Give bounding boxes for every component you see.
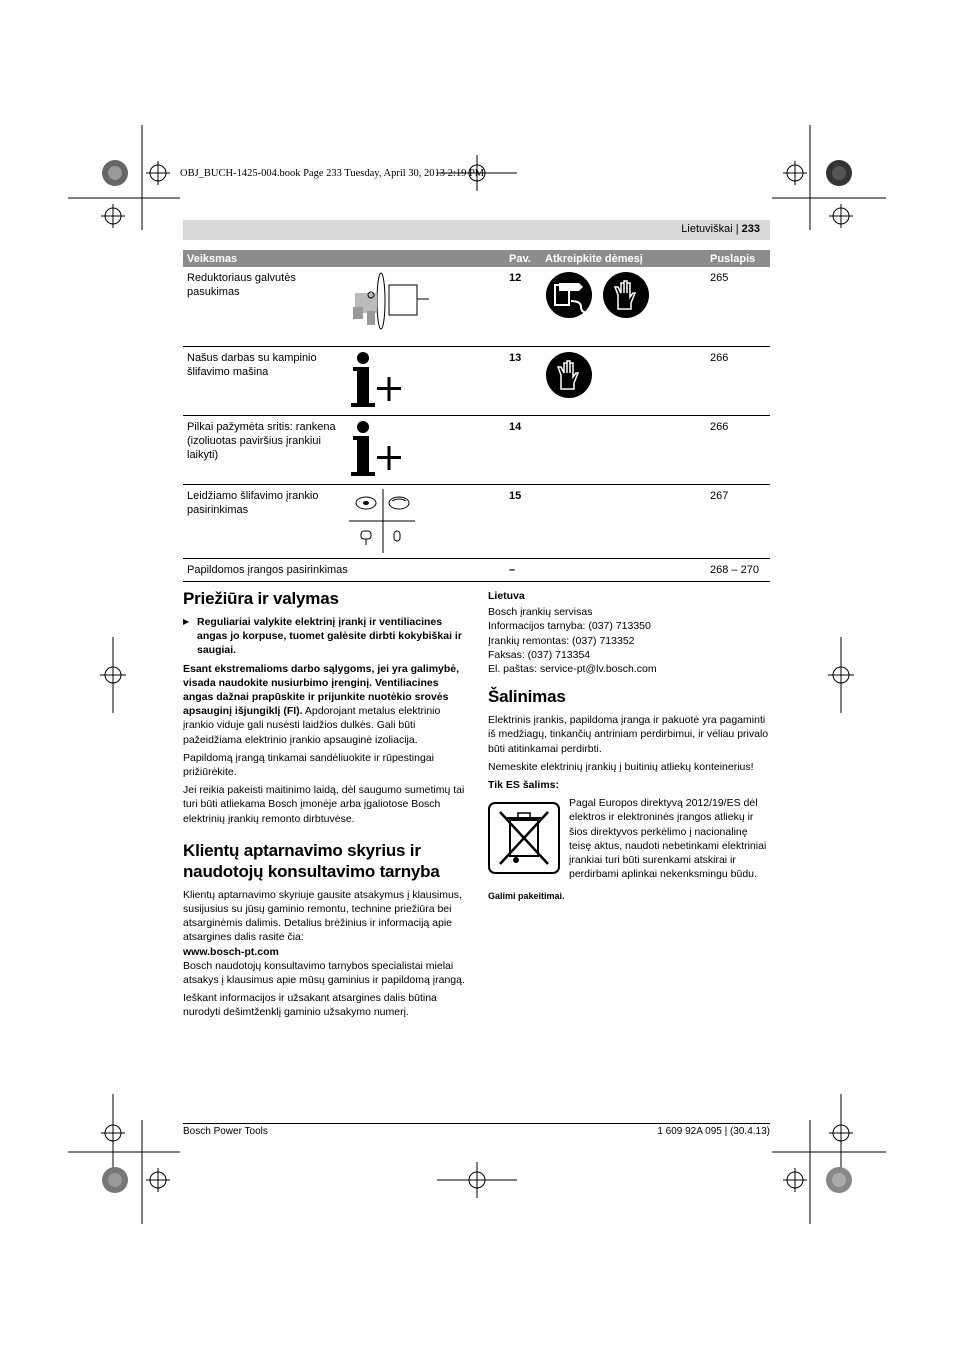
row-fig: 14 (505, 415, 541, 484)
service-url[interactable]: www.bosch-pt.com (183, 945, 279, 958)
service-p1 (183, 888, 466, 959)
header-fig: Pav. (505, 250, 541, 267)
row-image (345, 484, 505, 558)
row-page: 268 – 270 (706, 558, 770, 581)
footer-right: 1 609 92A 095 | (30.4.13) (657, 1126, 770, 1137)
header-page: Puslapis (706, 250, 770, 267)
row-page: 265 (706, 267, 770, 346)
weee-bin-icon (488, 802, 560, 874)
disposal-title: Šalinimas (488, 687, 566, 707)
row-notes (541, 484, 706, 558)
disposal-p1: Elektrinis įrankis, papildoma įranga ir pakuotė yra pagaminti iš medžiagų, tinkančių antriniam perdirbimui, ir vėliau privalo būti atitinkamai perdirbti. (488, 714, 769, 755)
maintenance-p2: Papildomą įrangą tinkamai sandėliuokite ir rūpestingai prižiūrėkite. (183, 751, 434, 779)
eu-text: Pagal Europos direktyvą 2012/19/ES dėl elektros ir elektroninės įrangos atliekų ir šios direktyvos perkėlimo į nacionalinę teisę aktus, naudoti nebetinkami elektriniai įrankiai turi būti surenkami atskirai ir perdirbami aplinkai nekenksmingu būdu. (569, 797, 767, 881)
row-notes (541, 558, 706, 581)
country-label: Lietuva (488, 590, 525, 602)
table-row (183, 267, 770, 346)
row-fig: 15 (505, 484, 541, 558)
row-page: 266 (706, 415, 770, 484)
file-header: OBJ_BUCH-1425-004.book Page 233 Tuesday, April 30, 2013 2:19 PM (180, 168, 485, 179)
row-fig: 12 (505, 267, 541, 346)
contact-line: Faksas: (037) 713354 (488, 648, 591, 661)
right-column (488, 589, 772, 908)
grinding-tools-icon (349, 489, 419, 553)
gloves-icon (602, 271, 650, 319)
table-row (183, 484, 770, 558)
disposal-p2: Nemeskite elektrinių įrankių į buitinių atliekų konteinerius! (488, 760, 754, 773)
service-p2: Bosch naudotojų konsultavimo tarnybos specialistai mielai atsakys į klausimus apie mūsų gaminius ir papildomą įrangą. (183, 959, 465, 987)
row-action: Reduktoriaus galvutės pasukimas (183, 267, 345, 346)
header-action: Veiksmas (183, 250, 505, 267)
row-fig: 13 (505, 346, 541, 415)
gear-head-rotation-icon (349, 271, 429, 335)
page-header (681, 223, 760, 235)
service-p1-text: Klientų aptarnavimo skyriuje gausite atsakymus į klausimus, susijusius su jūsų gaminio remontu, technine priežiūra bei atsarginėmis dalimis. Detalius brėžinius ir informaciją apie atsargines dalis rasite čia: (183, 888, 462, 944)
footer-rule (183, 1123, 770, 1124)
header-note: Atkreipkite dėmesį (541, 250, 706, 267)
gloves-icon (545, 351, 593, 399)
row-notes (541, 267, 706, 346)
footer-left: Bosch Power Tools (183, 1126, 268, 1137)
row-image (345, 267, 505, 346)
table-row (183, 346, 770, 415)
row-fig: – (505, 558, 541, 581)
row-action: Leidžiamo šlifavimo įrankio pasirinkimas (183, 484, 345, 558)
contact-line: Įrankių remontas: (037) 713352 (488, 634, 635, 647)
maintenance-p1-rest: Apdorojant metalus elektrinio įrankio viduje gali nusėsti laidžios dulkės. Gali būti pažeidžiama elektrinio įrankio apsauginė izoliacija. (183, 705, 441, 746)
page-number: 233 (741, 223, 760, 235)
page-header-bar (183, 220, 770, 240)
header-language: Lietuviškai (681, 223, 733, 235)
table-row (183, 558, 770, 581)
maintenance-title: Priežiūra ir valymas (183, 589, 339, 608)
eu-label: Tik ES šalims: (488, 779, 560, 792)
info-plus-icon (349, 351, 409, 411)
info-plus-icon (349, 420, 409, 480)
contact-line: Bosch įrankių servisas (488, 606, 593, 619)
row-image (345, 346, 505, 415)
contact-block (488, 605, 772, 676)
row-action: Pilkai pažymėta sritis: rankena (izoliuotas paviršius įrankiui laikyti) (183, 415, 345, 484)
row-page: 266 (706, 346, 770, 415)
maintenance-bullet: ▶ Reguliariai valykite elektrinį įrankį ir ventiliacines angas jo korpuse, tuomet galėsite dirbti kokybiškai ir saugiai. (183, 615, 466, 658)
table-row (183, 415, 770, 484)
service-title: Klientų aptarnavimo skyrius ir naudotojų konsultavimo tarnyba (183, 840, 440, 881)
row-notes (541, 346, 706, 415)
operations-table (183, 250, 770, 582)
table-header-row (183, 250, 770, 267)
row-notes (541, 415, 706, 484)
maintenance-p1 (183, 662, 466, 747)
row-action: Našus darbas su kampinio šlifavimo mašina (183, 346, 345, 415)
header-separator: | (735, 223, 739, 235)
row-page: 267 (706, 484, 770, 558)
maintenance-p1-bold: Esant ekstremalioms darbo sąlygoms, jei yra galimybė, visada naudokite nusiurbimo įrenginį. Ventiliacines angas dažnai prapūskite ir prijunkite nuotėkio srovės apsauginį išjungiklį (FI). (183, 662, 460, 718)
contact-line: Informacijos tarnyba: (037) 713350 (488, 620, 651, 633)
eu-block (488, 796, 772, 881)
contact-line: El. paštas: service-pt@lv.bosch.com (488, 663, 657, 676)
unplug-icon (545, 271, 593, 319)
changes-note: Galimi pakeitimai. (488, 891, 565, 902)
left-column (183, 588, 466, 1024)
row-action: Papildomos įrangos pasirinkimas (183, 558, 505, 581)
service-p3: Ieškant informacijos ir užsakant atsargines dalis būtina nurodyti dešimtženklį gaminio užsakymo numerį. (183, 992, 437, 1019)
row-image (345, 415, 505, 484)
maintenance-p3: Jei reikia pakeisti maitinimo laidą, dėl saugumo sumetimų tai turi būti atliekama Bosch įmonėje arba įgaliotose Bosch elektrinių įrankių remonto dirbtuvėse. (183, 784, 465, 825)
